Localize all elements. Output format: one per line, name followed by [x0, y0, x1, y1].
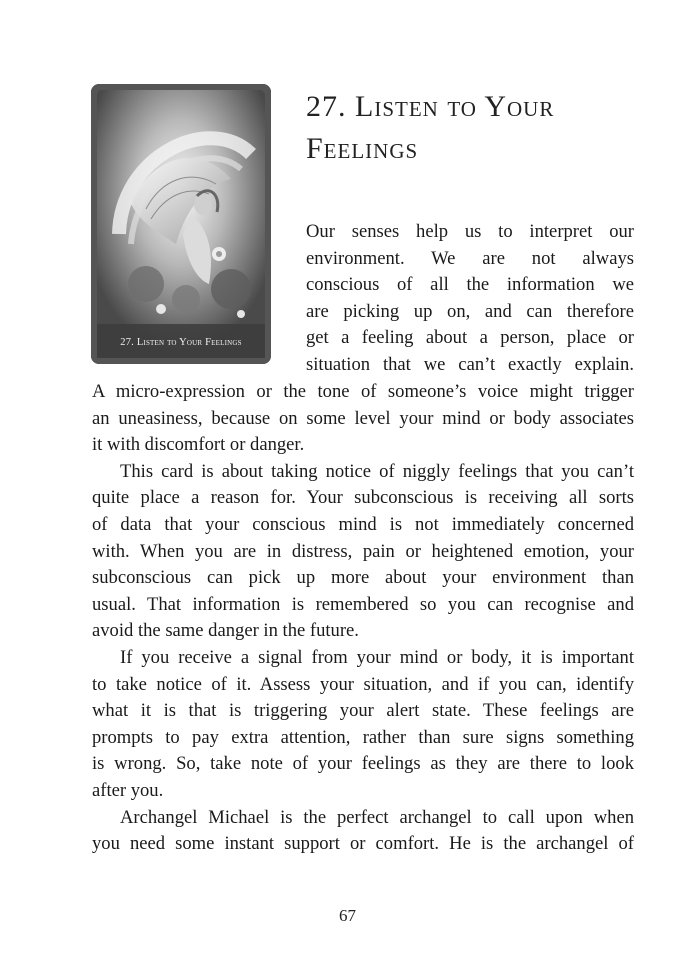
paragraph-2	[92, 459, 634, 645]
text-line: get a feeling about a person, place or	[306, 327, 634, 349]
text-line: is wrong. So, take note of your feelings as they are there to look	[92, 753, 634, 775]
chapter-title-line-2: Feelings	[306, 132, 419, 165]
text-line: what it is that is triggering your alert state. These feelings are	[92, 700, 634, 722]
text-line: conscious of all the information we	[306, 274, 634, 296]
text-line: subconscious can pick up more about your environment than	[92, 567, 634, 589]
text-line: situation that we can’t exactly explain.	[306, 353, 634, 375]
text-line: Archangel Michael is the perfect archangel to call upon when	[120, 806, 634, 828]
text-line: A micro-expression or the tone of someone’s voice might trigger	[92, 381, 634, 402]
intro-paragraph-wrap	[306, 219, 634, 379]
text-line: after you.	[92, 779, 164, 801]
card-caption: 27. Listen to Your Feelings	[120, 337, 242, 348]
paragraph-1	[92, 379, 634, 459]
text-line: are picking up on, and can therefore	[306, 300, 634, 322]
text-line: avoid the same danger in the future.	[92, 620, 359, 642]
paragraph-4	[92, 805, 634, 858]
text-line: environment. We are not always	[306, 247, 634, 269]
text-line: This card is about taking notice of niggly feelings that you can’t	[120, 460, 634, 482]
text-line: prompts to pay extra attention, rather than sure signs something	[92, 726, 634, 748]
text-line: you need some instant support or comfort. He is the archangel of	[92, 833, 634, 855]
oracle-card-image	[91, 84, 271, 364]
text-line: quite place a reason for. Your subconscious is receiving all sorts	[92, 487, 634, 509]
text-line: with. When you are in distress, pain or heightened emotion, your	[92, 540, 634, 562]
text-line: an uneasiness, because on some level your mind or body associates	[92, 407, 634, 429]
text-line: Our senses help us to interpret our	[306, 221, 634, 242]
page-number: 67	[339, 906, 356, 925]
body-text	[92, 379, 634, 858]
text-line: of data that your conscious mind is not immediately concerned	[92, 513, 634, 535]
chapter-title	[306, 86, 646, 170]
text-line: to take notice of it. Assess your situation, and if you can, identify	[92, 673, 634, 695]
paragraph-3	[92, 645, 634, 805]
text-line: usual. That information is remembered so you can recognise and	[92, 593, 634, 615]
text-line: If you receive a signal from your mind or body, it is important	[120, 646, 634, 668]
text-line: it with discomfort or danger.	[92, 434, 305, 456]
chapter-title-line-1: 27. Listen to Your	[306, 90, 555, 123]
angel-illustration	[91, 84, 271, 364]
